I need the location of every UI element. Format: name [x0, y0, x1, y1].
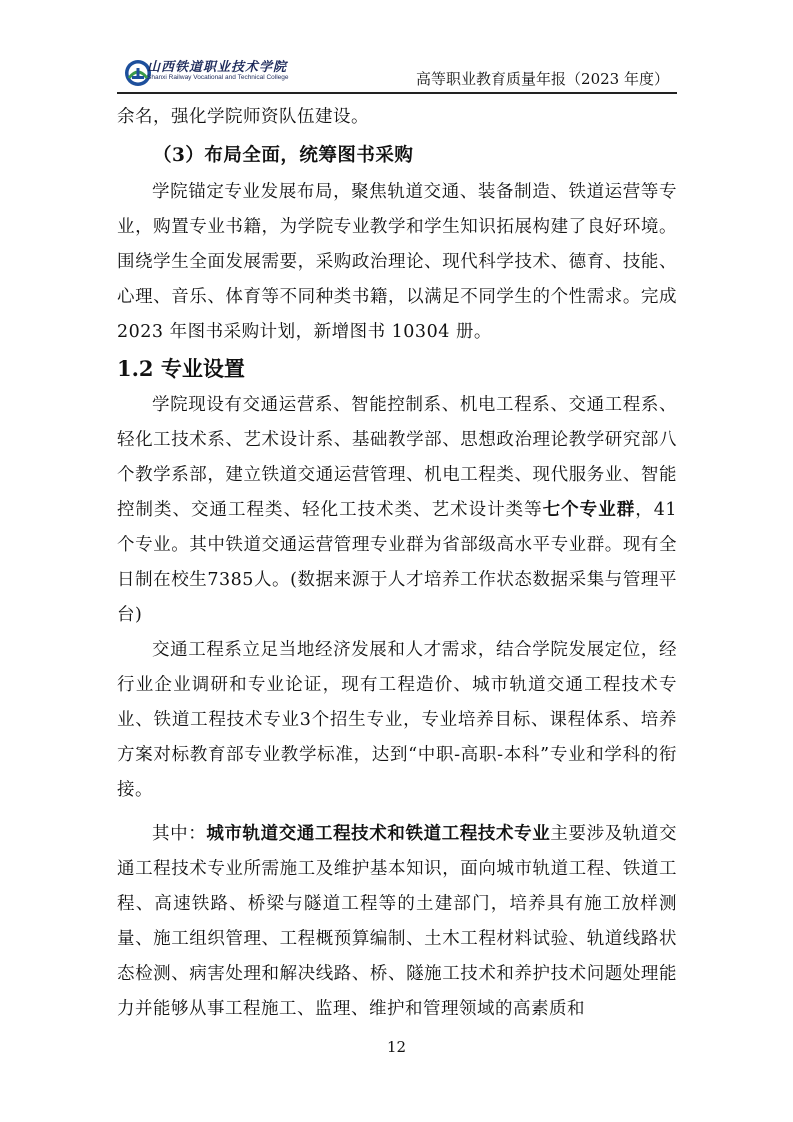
paragraph-book-purchase: 学院锚定专业发展布局，聚焦轨道交通、装备制造、铁道运营等专业，购置专业书籍，为学院专业教学和学生知识拓展构建了良好环境。围绕学生全面发展需要，采购政治理论、现代科学技术、德育、技能、心理、音乐、体育等不同种类书籍，以满足不同学生的个性需求。完成 2023 年图书采购计划，新增图书 10304 册。: [117, 182, 677, 342]
paragraph-continued: 余名，强化学院师资队伍建设。: [117, 107, 369, 127]
page-number: 12: [386, 1038, 407, 1056]
rail-majors-text: 主要涉及轨道交通工程技术专业所需施工及维护基本知识，面向城市轨道工程、铁道工程、高速铁路、桥梁与隧道工程等的土建部门，培养具有施工放样测量、施工组织管理、工程概预算编制、土木工程材料试验、轨道线路状态检测、病害处理和解决线路、桥、隧施工技术和养护技术问题处理能力并能够从事工程施工、监理、维护和管理领域的高素质和: [117, 824, 678, 1019]
paragraph-majors-overview: [117, 388, 677, 633]
paragraph-rail-majors: [117, 817, 677, 1027]
majors-text-a: 学院现设有交通运营系、智能控制系、机电工程系、交通工程系、轻化工技术系、艺术设计系、基础教学部、思想政治理论教学研究部八个教学系部，建立铁道交通运营管理、机电工程类、现代服务业、智能控制类、交通工程类、轻化工技术类、艺术设计类等: [117, 395, 677, 520]
school-name-cn: 山西铁道职业技术学院: [147, 60, 288, 75]
rail-majors-prefix: 其中：: [152, 824, 207, 844]
report-title: 高等职业教育质量年报（2023 年度）: [416, 70, 669, 88]
rail-majors-bold: 城市轨道交通工程技术和铁道工程技术专业: [206, 824, 551, 844]
subsection-heading: （3）布局全面，统筹图书采购: [153, 145, 414, 166]
section-heading: 1.2 专业设置: [117, 356, 245, 381]
majors-groups-bold: 七个专业群: [542, 500, 636, 520]
school-name-en: Shanxi Railway Vocational and Technical College: [147, 74, 289, 81]
paragraph-transport-engineering: 交通工程系立足当地经济发展和人才需求，结合学院发展定位，经行业企业调研和专业论证，现有工程造价、城市轨道交通工程技术专业、铁道工程技术专业3个招生专业，专业培养目标、课程体系、培养方案对标教育部专业教学标准，达到“中职-高职-本科”专业和学科的衔接。: [117, 640, 677, 800]
page-header: [117, 52, 677, 94]
paragraph-gap: [117, 808, 677, 817]
page-body: [117, 100, 677, 1027]
majors-text-b: ，41个专业。其中铁道交通运营管理专业群为省部级高水平专业群。现有全日制在校生7385人。(数据来源于人才培养工作状态数据采集与管理平台): [117, 500, 677, 625]
